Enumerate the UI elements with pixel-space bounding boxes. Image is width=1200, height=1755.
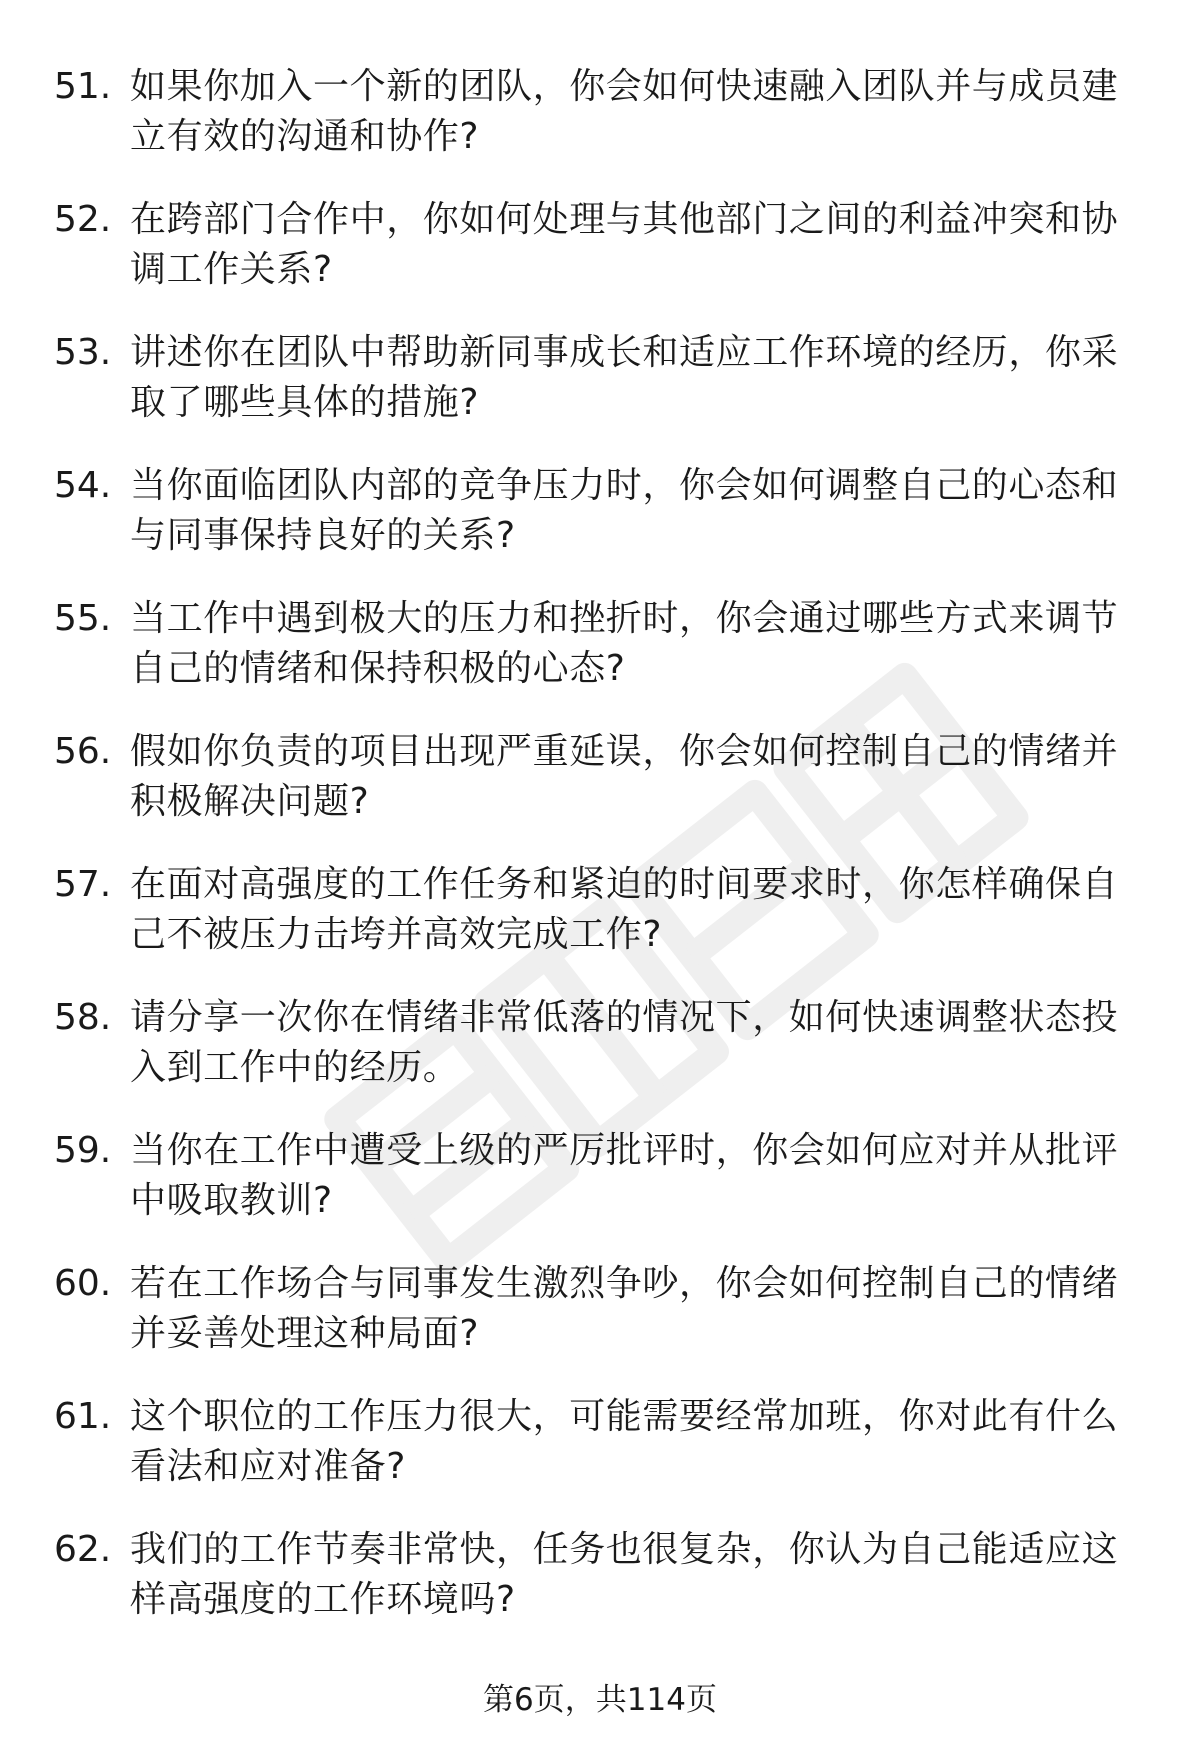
question-item [54, 1259, 1154, 1392]
question-number: 57. [54, 864, 112, 905]
question-number: 54. [54, 465, 112, 506]
question-number: 52. [54, 199, 112, 240]
question-number: 59. [54, 1130, 112, 1171]
question-item [54, 328, 1154, 461]
question-item [54, 1126, 1154, 1259]
question-text: 讲述你在团队中帮助新同事成长和适应工作环境的经历，你采取了哪些具体的措施? [130, 332, 1119, 423]
question-text: 若在工作场合与同事发生激烈争吵，你会如何控制自己的情绪并妥善处理这种局面? [130, 1263, 1119, 1354]
question-item [54, 993, 1154, 1126]
question-item [54, 461, 1154, 594]
question-text: 请分享一次你在情绪非常低落的情况下，如何快速调整状态投入到工作中的经历。 [130, 997, 1119, 1088]
question-item [54, 195, 1154, 328]
question-number: 51. [54, 66, 112, 107]
question-text: 如果你加入一个新的团队，你会如何快速融入团队并与成员建立有效的沟通和协作? [130, 66, 1119, 157]
question-number: 53. [54, 332, 112, 373]
page-footer [0, 1680, 1200, 1720]
question-number: 61. [54, 1396, 112, 1437]
question-text: 假如你负责的项目出现严重延误，你会如何控制自己的情绪并积极解决问题? [130, 731, 1119, 822]
question-item [54, 62, 1154, 195]
question-item [54, 1392, 1154, 1525]
question-item [54, 860, 1154, 993]
question-text: 我们的工作节奏非常快，任务也很复杂，你认为自己能适应这样高强度的工作环境吗? [130, 1529, 1119, 1620]
question-text: 在跨部门合作中，你如何处理与其他部门之间的利益冲突和协调工作关系? [130, 199, 1119, 290]
question-item [54, 594, 1154, 727]
question-item [54, 727, 1154, 860]
question-number: 62. [54, 1529, 112, 1570]
question-text: 当工作中遇到极大的压力和挫折时，你会通过哪些方式来调节自己的情绪和保持积极的心态? [130, 598, 1119, 689]
question-text: 这个职位的工作压力很大，可能需要经常加班，你对此有什么看法和应对准备? [130, 1396, 1119, 1487]
question-list [54, 62, 1154, 1658]
question-text: 当你面临团队内部的竞争压力时，你会如何调整自己的心态和与同事保持良好的关系? [130, 465, 1119, 556]
page-number-label: 第6页，共114页 [483, 1682, 717, 1718]
question-number: 55. [54, 598, 112, 639]
question-number: 56. [54, 731, 112, 772]
question-text: 当你在工作中遭受上级的严厉批评时，你会如何应对并从批评中吸取教训? [130, 1130, 1119, 1221]
question-number: 58. [54, 997, 112, 1038]
question-number: 60. [54, 1263, 112, 1304]
question-text: 在面对高强度的工作任务和紧迫的时间要求时，你怎样确保自己不被压力击垮并高效完成工作? [130, 864, 1119, 955]
question-item [54, 1525, 1154, 1658]
